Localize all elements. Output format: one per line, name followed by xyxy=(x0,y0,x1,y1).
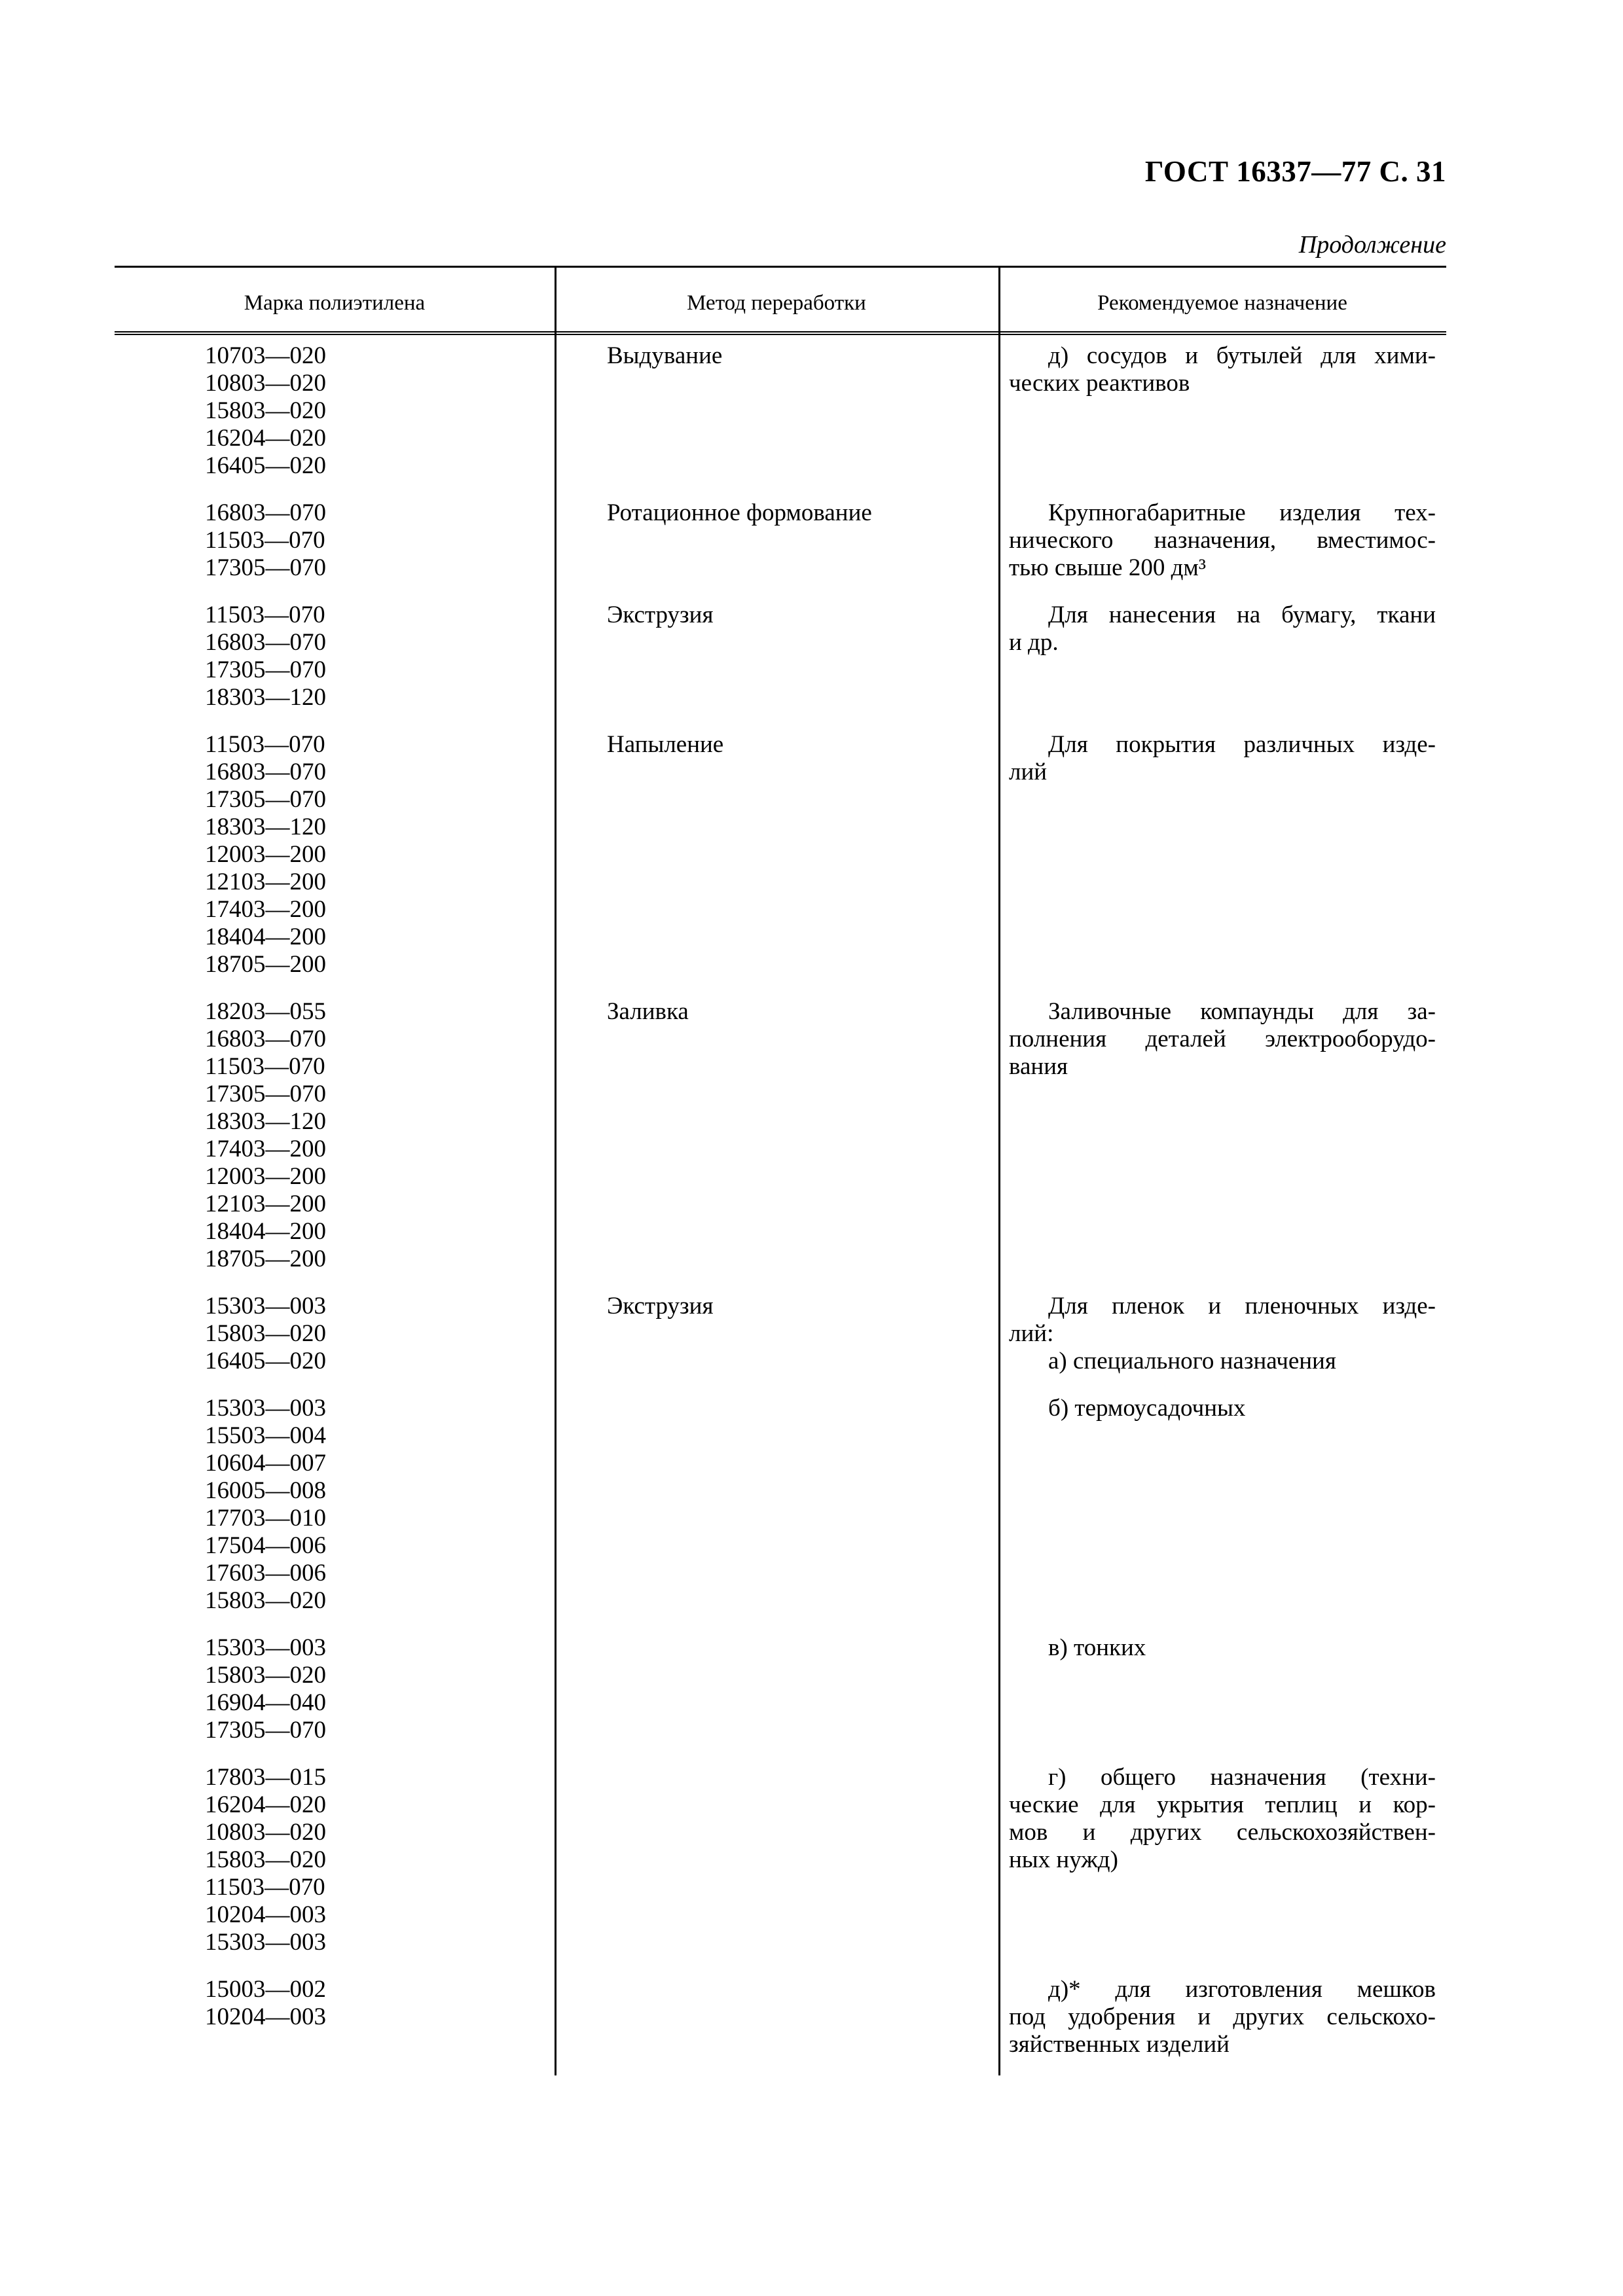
grade-cell xyxy=(115,601,555,711)
header-method: Метод переработки xyxy=(687,291,866,315)
grade-value: 18705—200 xyxy=(205,951,326,978)
header-purpose: Рекомендуемое назначение xyxy=(1097,291,1347,315)
grade-value: 17504—006 xyxy=(205,1532,326,1559)
method-cell xyxy=(555,1764,998,1956)
continuation-label: Продолжение xyxy=(1298,231,1446,259)
table-row xyxy=(115,601,1446,711)
grades-table xyxy=(115,266,1446,2075)
purpose-line: под удобрения и других сельскохо- xyxy=(1009,2003,1436,2030)
purpose-line: ческих реактивов xyxy=(1009,370,1190,397)
purpose-cell xyxy=(998,1976,1446,2058)
table-header xyxy=(115,268,1446,335)
purpose-line: ческие для укрытия теплиц и кор- xyxy=(1009,1791,1436,1818)
table-row xyxy=(115,1395,1446,1615)
grade-cell xyxy=(115,998,555,1273)
grade-value: 10604—007 xyxy=(205,1450,326,1477)
method-value: Экструзия xyxy=(607,601,714,628)
method-cell xyxy=(555,1293,998,1375)
grade-value: 16803—070 xyxy=(205,1026,326,1052)
table-row xyxy=(115,1293,1446,1375)
grade-value: 16904—040 xyxy=(205,1689,326,1716)
grade-value: 17403—200 xyxy=(205,1136,326,1162)
purpose-cell xyxy=(998,1293,1446,1375)
method-cell xyxy=(555,1634,998,1744)
grade-value: 17305—070 xyxy=(205,656,326,683)
grade-value: 18404—200 xyxy=(205,924,326,950)
purpose-cell xyxy=(998,731,1446,978)
purpose-line: Для покрытия различных изде- xyxy=(1048,731,1436,758)
method-value: Экструзия xyxy=(607,1293,714,1319)
grade-value: 11503—070 xyxy=(205,527,325,554)
grade-value: 17403—200 xyxy=(205,896,326,923)
grade-cell xyxy=(115,342,555,480)
grade-value: 11503—070 xyxy=(205,1053,325,1080)
method-value: Напыление xyxy=(607,731,724,758)
purpose-line: и др. xyxy=(1009,629,1059,656)
method-cell xyxy=(555,998,998,1273)
grade-value: 15803—020 xyxy=(205,1320,326,1347)
purpose-cell xyxy=(998,1634,1446,1744)
purpose-line: нического назначения, вместимос- xyxy=(1009,527,1436,554)
method-cell xyxy=(555,601,998,711)
purpose-cell xyxy=(998,998,1446,1273)
header-grade: Марка полиэтилена xyxy=(244,291,426,315)
grade-value: 15803—020 xyxy=(205,1662,326,1689)
purpose-line: в) тонких xyxy=(1048,1634,1146,1661)
purpose-line: лий xyxy=(1009,759,1048,785)
purpose-line: Крупногабаритные изделия тех- xyxy=(1048,499,1436,526)
table-row xyxy=(115,1976,1446,2058)
purpose-line: Для пленок и пленочных изде- xyxy=(1048,1293,1436,1319)
purpose-line: б) термоусадочных xyxy=(1048,1395,1246,1422)
table-row xyxy=(115,731,1446,978)
grade-value: 18303—120 xyxy=(205,814,326,840)
grade-value: 12003—200 xyxy=(205,841,326,868)
grade-value: 16405—020 xyxy=(205,1348,326,1374)
purpose-cell xyxy=(998,342,1446,480)
table-body xyxy=(115,342,1446,2058)
purpose-line: Для нанесения на бумагу, ткани xyxy=(1048,601,1436,628)
grade-value: 17305—070 xyxy=(205,786,326,813)
grade-value: 15303—003 xyxy=(205,1634,326,1661)
grade-value: 15803—020 xyxy=(205,397,326,424)
purpose-line: мов и других сельскохозяйствен- xyxy=(1009,1819,1436,1846)
grade-value: 15503—004 xyxy=(205,1422,326,1449)
method-cell xyxy=(555,731,998,978)
grade-value: 17703—010 xyxy=(205,1505,326,1532)
purpose-line: д)* для изготовления мешков xyxy=(1048,1976,1436,2003)
grade-value: 16803—070 xyxy=(205,499,326,526)
purpose-line: зяйственных изделий xyxy=(1009,2031,1230,2058)
grade-cell xyxy=(115,1634,555,1744)
table-row xyxy=(115,1634,1446,1744)
grade-value: 10803—020 xyxy=(205,1819,326,1846)
grade-value: 18203—055 xyxy=(205,998,326,1025)
purpose-cell xyxy=(998,601,1446,711)
grade-value: 17603—006 xyxy=(205,1560,326,1587)
grade-value: 10204—003 xyxy=(205,2003,326,2030)
method-value: Ротационное формование xyxy=(607,499,872,526)
grade-value: 18404—200 xyxy=(205,1218,326,1245)
grade-value: 17305—070 xyxy=(205,1081,326,1107)
grade-value: 16204—020 xyxy=(205,1791,326,1818)
grade-value: 17803—015 xyxy=(205,1764,326,1791)
method-value: Выдувание xyxy=(607,342,723,369)
grade-value: 15303—003 xyxy=(205,1395,326,1422)
purpose-line: ных нужд) xyxy=(1009,1846,1118,1873)
grade-value: 11503—070 xyxy=(205,601,325,628)
grade-value: 16405—020 xyxy=(205,452,326,479)
grade-cell xyxy=(115,1395,555,1615)
method-cell xyxy=(555,1976,998,2058)
grade-value: 10204—003 xyxy=(205,1901,326,1928)
grade-value: 15803—020 xyxy=(205,1587,326,1614)
grade-value: 15303—003 xyxy=(205,1929,326,1956)
grade-value: 12103—200 xyxy=(205,869,326,895)
grade-cell xyxy=(115,1976,555,2058)
grade-cell xyxy=(115,499,555,582)
grade-value: 10803—020 xyxy=(205,370,326,397)
grade-value: 18303—120 xyxy=(205,684,326,711)
method-value: Заливка xyxy=(607,998,689,1025)
purpose-line: Заливочные компаунды для за- xyxy=(1048,998,1436,1025)
grade-value: 16204—020 xyxy=(205,425,326,452)
purpose-line: вания xyxy=(1009,1053,1068,1080)
table-row xyxy=(115,499,1446,582)
purpose-cell xyxy=(998,499,1446,582)
grade-cell xyxy=(115,731,555,978)
grade-value: 15303—003 xyxy=(205,1293,326,1319)
method-cell xyxy=(555,342,998,480)
grade-value: 18303—120 xyxy=(205,1108,326,1135)
grade-cell xyxy=(115,1293,555,1375)
grade-value: 11503—070 xyxy=(205,731,325,758)
purpose-line: лий: xyxy=(1009,1320,1054,1347)
grade-value: 16803—070 xyxy=(205,759,326,785)
purpose-line: тью свыше 200 дм³ xyxy=(1009,554,1206,581)
grade-value: 15803—020 xyxy=(205,1846,326,1873)
grade-value: 17305—070 xyxy=(205,1717,326,1744)
purpose-cell xyxy=(998,1764,1446,1956)
grade-value: 16005—008 xyxy=(205,1477,326,1504)
purpose-line: а) специального назначения xyxy=(1048,1348,1336,1374)
table-row xyxy=(115,998,1446,1273)
grade-value: 12103—200 xyxy=(205,1191,326,1217)
page-header: ГОСТ 16337—77 С. 31 xyxy=(1144,155,1446,188)
grade-value: 15003—002 xyxy=(205,1976,326,2003)
table-row xyxy=(115,342,1446,480)
purpose-line: д) сосудов и бутылей для хими- xyxy=(1048,342,1436,369)
grade-cell xyxy=(115,1764,555,1956)
grade-value: 12003—200 xyxy=(205,1163,326,1190)
grade-value: 17305—070 xyxy=(205,554,326,581)
purpose-line: г) общего назначения (техни- xyxy=(1048,1764,1436,1791)
method-cell xyxy=(555,499,998,582)
grade-value: 10703—020 xyxy=(205,342,326,369)
grade-value: 16803—070 xyxy=(205,629,326,656)
table-row xyxy=(115,1764,1446,1956)
grade-value: 18705—200 xyxy=(205,1246,326,1272)
purpose-cell xyxy=(998,1395,1446,1615)
grade-value: 11503—070 xyxy=(205,1874,325,1901)
method-cell xyxy=(555,1395,998,1615)
purpose-line: полнения деталей электрооборудо- xyxy=(1009,1026,1436,1052)
